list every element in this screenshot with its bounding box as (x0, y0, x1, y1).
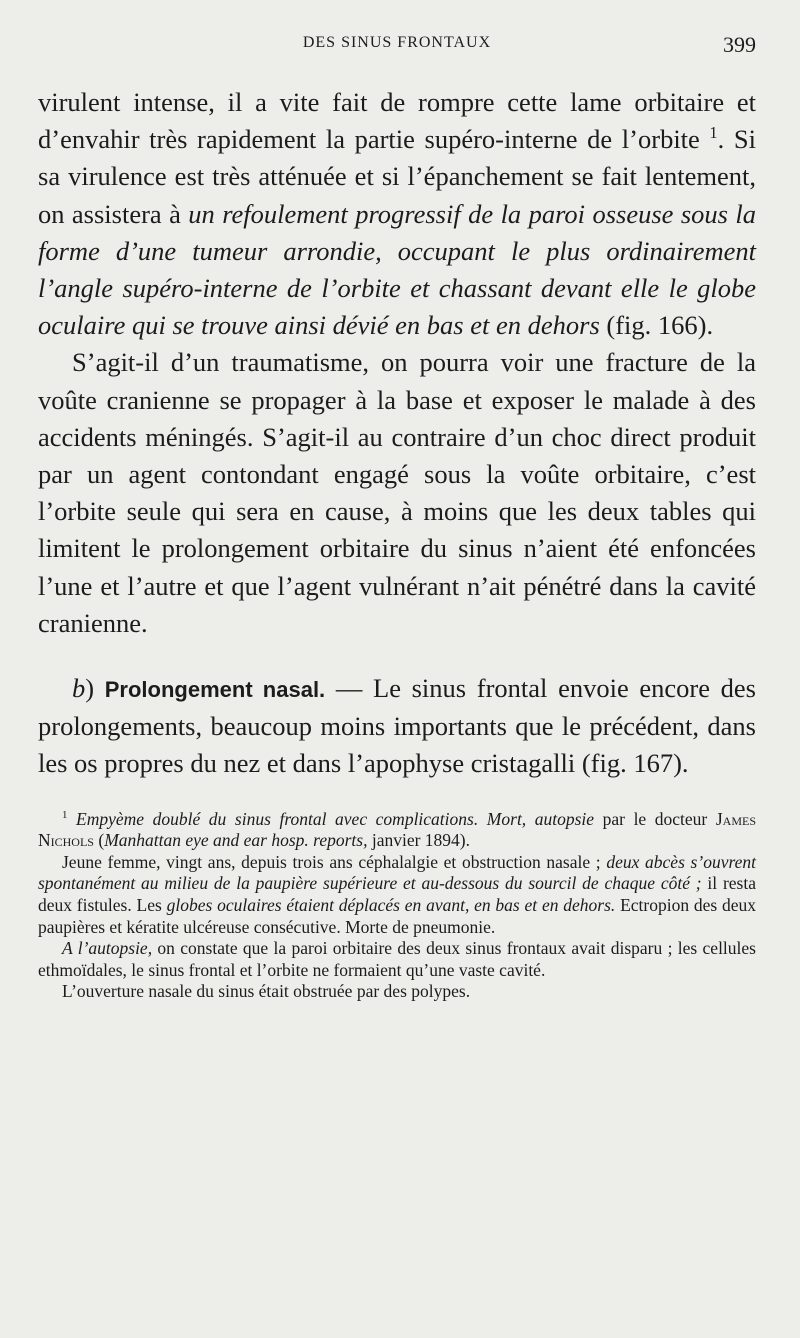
paragraph-traumatism: S’agit-il d’un traumatisme, on pourra voir une fracture de la voûte cranienne se propager à la base et exposer le malade à des accidents méningés. S’agit-il au contraire d’un choc direct produit par un agent contondant engagé sous la voûte orbitaire, c’est l’orbite seule qui sera en cause, à moins que les deux tables qui limitent le prolongement orbitaire du sinus n’aient été enfoncées l’une et l’autre et que l’agent vulnérant n’ait pénétré dans la cavité cranienne. (38, 347, 756, 638)
page-header (38, 0, 756, 84)
text-run: ( (93, 830, 105, 851)
footnotes (38, 809, 756, 1003)
footnote-reference: 1 (709, 123, 718, 143)
text-run: virulent intense, il a vite fait de rompre cette lame orbitaire et d’envahir très rapidement la partie supéro-interne de l’orbite (38, 87, 756, 155)
paragraph-continuation (38, 84, 756, 344)
text-run: — Le sinus frontal envoie encore des prolongements, beaucoup moins importants que le précédent, dans les os propres du nez et dans l’apophyse cristagalli (fig. 167). (38, 673, 756, 779)
footnote-1 (38, 809, 756, 852)
footnote-case-paragraph (38, 852, 756, 938)
text-run: par le docteur (594, 808, 716, 829)
body-text (38, 84, 756, 783)
page-number: 399 (723, 32, 756, 57)
text-run: il resta deux fistules. Les (38, 873, 756, 916)
italic-run: Manhattan eye and ear hosp. reports, (104, 830, 368, 851)
footnote-number: 1 (62, 808, 68, 821)
section-gap (38, 642, 756, 670)
paragraph-nasal-extension (38, 670, 756, 783)
author-name: James Nichols (38, 808, 756, 851)
italic-run: globes oculaires étaient déplacés en avant, en bas et en dehors. (166, 895, 616, 916)
text-run: Ectropion des deux paupières et kératite ulcéreuse consécutive. Morte de pneumonie. (38, 895, 757, 937)
section-marker: b (72, 673, 86, 704)
section-subheading: Prolongement nasal. (104, 677, 326, 703)
text-run: ) (85, 673, 105, 704)
text-run: on constate que la paroi orbitaire des deux sinus frontaux avait disparu ; les cellules ethmoïdales, le sinus frontal et l’orbite ne formaient qu’une vaste cavité. (38, 938, 756, 980)
italic-run: A l’autopsie, (62, 938, 153, 959)
italic-run: deux abcès s’ouvrent spontanément au milieu de la paupière supérieure et au-dessous du sourcil de chaque côté ; (38, 851, 756, 894)
running-title: DES SINUS FRONTAUX (302, 34, 492, 51)
italic-passage: un refoulement progressif de la paroi osseuse sous la forme d’une tumeur arrondie, occupant le plus ordinairement l’angle supéro-interne de l’orbite et chassant devant elle le globe oculaire qui se trouve ainsi dévié en bas et en dehors (38, 198, 756, 341)
text-run: (fig. 166). (599, 310, 714, 341)
footnote-closing-paragraph: L’ouverture nasale du sinus était obstruée par des polypes. (62, 981, 471, 1002)
text-run: . Si sa virulence est très atténuée et si l’épanchement se fait lentement, on assistera à (38, 124, 756, 229)
italic-run: Empyème doublé du sinus frontal avec complications. Mort, autopsie (67, 808, 595, 829)
text-run: janvier 1894). (367, 830, 471, 851)
text-run: Jeune femme, vingt ans, depuis trois ans céphalalgie et obstruction nasale ; (62, 851, 607, 872)
footnote-autopsy-paragraph (38, 938, 756, 981)
